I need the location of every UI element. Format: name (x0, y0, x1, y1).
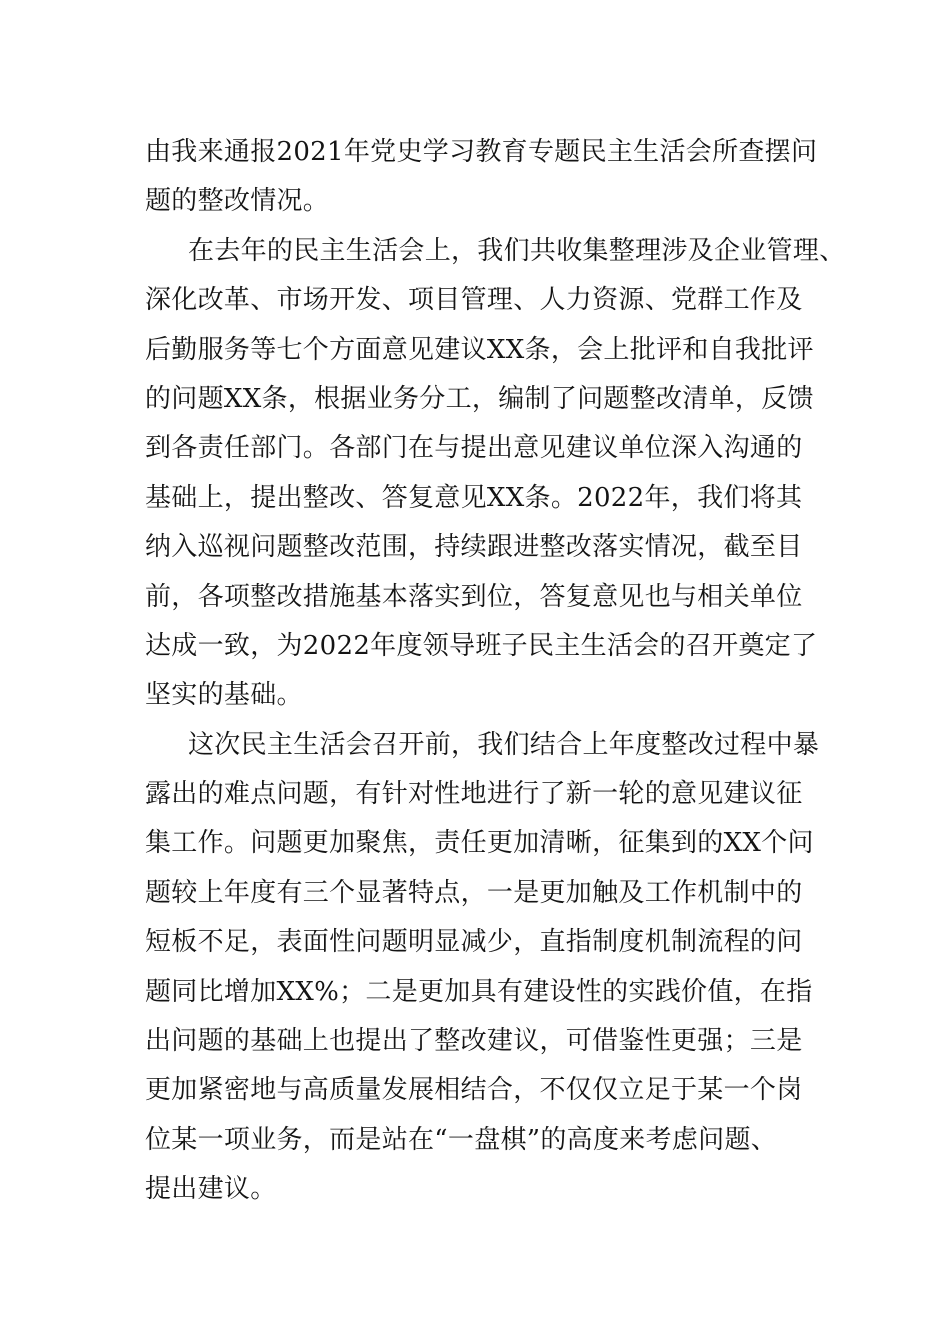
text-line: 在去年的民主生活会上，我们共收集整理涉及企业管理、 (188, 235, 846, 266)
text-line: 到各责任部门。各部门在与提出意见建议单位深入沟通的 (145, 433, 803, 464)
text-line: 后勤服务等七个方面意见建议XX条，会上批评和自我批评 (145, 334, 814, 365)
text-line: 这次民主生活会召开前，我们结合上年度整改过程中暴 (188, 729, 820, 760)
text-line: 由我来通报2021年党史学习教育专题民主生活会所查摆问 (145, 137, 818, 167)
text-line: 更加紧密地与高质量发展相结合，不仅仅立足于某一个岗 (145, 1075, 803, 1106)
paragraph-1 (145, 128, 825, 227)
text-line: 提出建议。 (145, 1174, 277, 1205)
text-line: 集工作。问题更加聚焦，责任更加清晰，征集到的XX个问 (145, 828, 814, 859)
paragraph-2 (145, 227, 846, 721)
text-line: 出问题的基础上也提出了整改建议，可借鉴性更强；三是 (145, 1026, 803, 1057)
text-line: 题同比增加XX%；二是更加具有建设性的实践价值，在指 (145, 976, 813, 1007)
text-line: 题的整改情况。 (145, 186, 330, 217)
text-line: 达成一致，为2022年度领导班子民主生活会的召开奠定了 (145, 630, 818, 661)
text-line: 短板不足，表面性问题明显减少，直指制度机制流程的问 (145, 927, 803, 958)
text-line: 的问题XX条，根据业务分工，编制了问题整改清单，反馈 (145, 383, 814, 414)
text-line: 坚实的基础。 (145, 680, 303, 711)
text-line: 题较上年度有三个显著特点，一是更加触及工作机制中的 (145, 877, 803, 908)
document-body (145, 128, 846, 1215)
text-line: 露出的难点问题，有针对性地进行了新一轮的意见建议征 (145, 779, 803, 810)
text-line: 位某一项业务，而是站在“一盘棋”的高度来考虑问题、 (145, 1124, 778, 1155)
text-line: 纳入巡视问题整改范围，持续跟进整改落实情况，截至目 (145, 532, 803, 563)
paragraph-3 (145, 721, 825, 1215)
text-line: 前，各项整改措施基本落实到位，答复意见也与相关单位 (145, 581, 803, 612)
text-line: 深化改革、市场开发、项目管理、人力资源、党群工作及 (145, 285, 803, 316)
text-line: 基础上，提出整改、答复意见XX条。2022年，我们将其 (145, 482, 803, 513)
